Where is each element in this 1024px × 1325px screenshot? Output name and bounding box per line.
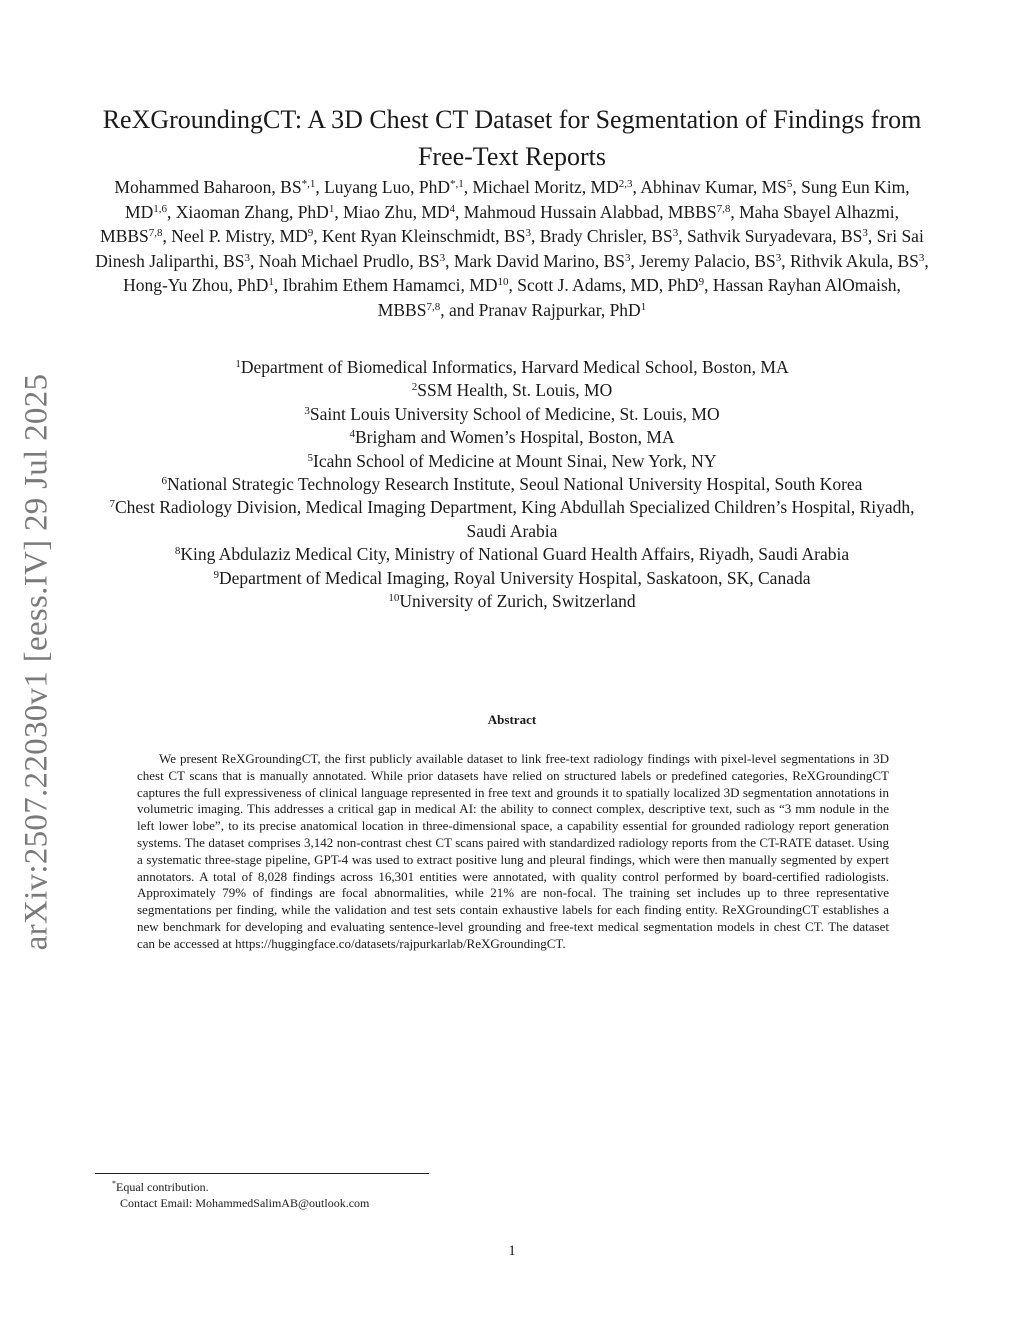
page-number: 1	[508, 1243, 516, 1259]
author: Rithvik Akula, $BS^3$,	[790, 250, 929, 271]
author: Mohammed Baharoon, $BS^{*,1}$,	[114, 177, 325, 197]
author: and Pranav Rajpurkar, PhD$^1$	[448, 299, 647, 320]
affiliation: $^2$SSM Health, St. Louis, MO	[411, 380, 613, 401]
affiliation: $^8$King Abdulaziz Medical City, Ministry of National Guard Health Affairs, Riyadh, Saudi Arabia	[174, 544, 850, 565]
author: Sri Sai Dinesh Jaliparthi, $BS^3$,	[95, 226, 924, 271]
footnote-divider	[95, 1173, 429, 1174]
abstract-text: We present ReXGroundingCT, the first publicly available dataset to link free-text radiology findings with pixel-level segmentations in 3D chest CT scans that is manually annotated. While prior datasets have relied on structured labels or predefined categories, ReXGroundingCT captures the full expressiveness of clinical language represented in free text and grounds it to spatially localized 3D segmentation annotations in volumetric imaging. This addresses a critical gap in medical AI: the ability to connect complex, descriptive text, such as “3 mm nodule in the left lower lobe”, to its precise anatomical location in three-dimensional space, a capability essential for grounded radiology report generation systems. The dataset comprises 3,142 non-contrast chest CT scans paired with standardized radiology reports from the CT-RATE dataset. Using a systematic three-stage pipeline, GPT-4 was used to extract positive lung and pleural findings, which were then manually segmented by expert annotators. A total of 8,028 findings across 16,301 entities were annotated, with quality control performed by board-certified radiologists. Approximately 79% of findings are focal abnormalities, while 21% are non-focal. The training set includes up to three representative segmentations per finding, while the validation and test sets contain exhaustive labels for each finding entity. ReXGroundingCT establishes a new benchmark for developing and evaluating sentence-level grounding and free-text medical segmentation models in chest CT. The dataset can be accessed at https://huggingface.co/datasets/rajpurkarlab/ReXGroundingCT.	[137, 751, 889, 951]
affiliation: $^4$Brigham and Women’s Hospital, Boston, MA	[349, 427, 675, 448]
author-list	[92, 175, 932, 322]
affiliation-list	[92, 356, 932, 613]
author: Maha Sbayel Alhazmi, MBBS$^{7,8}$,	[100, 201, 899, 246]
affiliation: $^7$Chest Radiology Division, Medical Imaging Department, King Abdullah Specialized Children’s Hospital, Riyadh, Saudi Arabia	[109, 497, 915, 541]
author: Sathvik Suryadevara, $BS^3$,	[686, 226, 877, 246]
author: Mark David Marino, $BS^3$,	[453, 250, 640, 271]
author: Hong-Yu Zhou, PhD$^1$,	[123, 275, 283, 295]
author: Luyang Luo, PhD$^{*,1}$,	[324, 177, 473, 197]
affiliation: $^5$Icahn School of Medicine at Mount Sinai, New York, NY	[307, 450, 717, 471]
affiliation: $^3$Saint Louis University School of Medicine, St. Louis, MO	[304, 403, 720, 424]
author: Hassan Rayhan AlOmaish, MBBS$^{7,8}$,	[377, 275, 901, 320]
author: Kent Ryan Kleinschmidt, $BS^3$,	[321, 226, 540, 246]
affiliation: $^1$Department of Biomedical Informatics, Harvard Medical School, Boston, MA	[235, 357, 789, 377]
affiliation: $^9$Department of Medical Imaging, Royal University Hospital, Saskatoon, SK, Canada	[213, 567, 811, 588]
arxiv-stamp: arXiv:2507.22030v1 [eess.IV] 29 Jul 2025	[18, 373, 55, 951]
author: Scott J. Adams, MD, PhD$^9$,	[517, 275, 713, 295]
author: Noah Michael Prudlo, $BS^3$,	[258, 250, 454, 271]
author: Xiaoman Zhang, PhD$^1$,	[175, 201, 344, 222]
author: Miao Zhu, $MD^4$,	[343, 201, 464, 222]
footnote	[112, 1179, 369, 1211]
footnote-equal-contribution: *Equal contribution.	[112, 1179, 209, 1194]
affiliation: $^6$National Strategic Technology Research Institute, Seoul National University Hospital, South Korea	[161, 474, 863, 495]
author: Jeremy Palacio, $BS^3$,	[639, 250, 791, 271]
author: Mahmoud Hussain Alabbad, MBBS$^{7,8}$,	[463, 201, 740, 222]
author: Neel P. Mistry, $MD^9$,	[171, 226, 322, 246]
abstract-heading: Abstract	[487, 712, 537, 727]
author: Brady Chrisler, $BS^3$,	[539, 226, 687, 246]
affiliation: $^{10}$University of Zurich, Switzerland	[388, 591, 636, 612]
footnote-contact-email: Contact Email: MohammedSalimAB@outlook.com	[120, 1196, 370, 1210]
paper-title: ReXGroundingCT: A 3D Chest CT Dataset for Segmentation of Findings from Free-Text Reports	[102, 105, 922, 172]
author: Abhinav Kumar, $MS^5$,	[640, 177, 802, 197]
author: Ibrahim Ethem Hamamci, MD$^{10}$,	[282, 275, 518, 295]
author: Michael Moritz, MD$^{2,3}$,	[472, 177, 641, 197]
author: Sung Eun Kim, MD$^{1,6}$,	[125, 177, 910, 222]
